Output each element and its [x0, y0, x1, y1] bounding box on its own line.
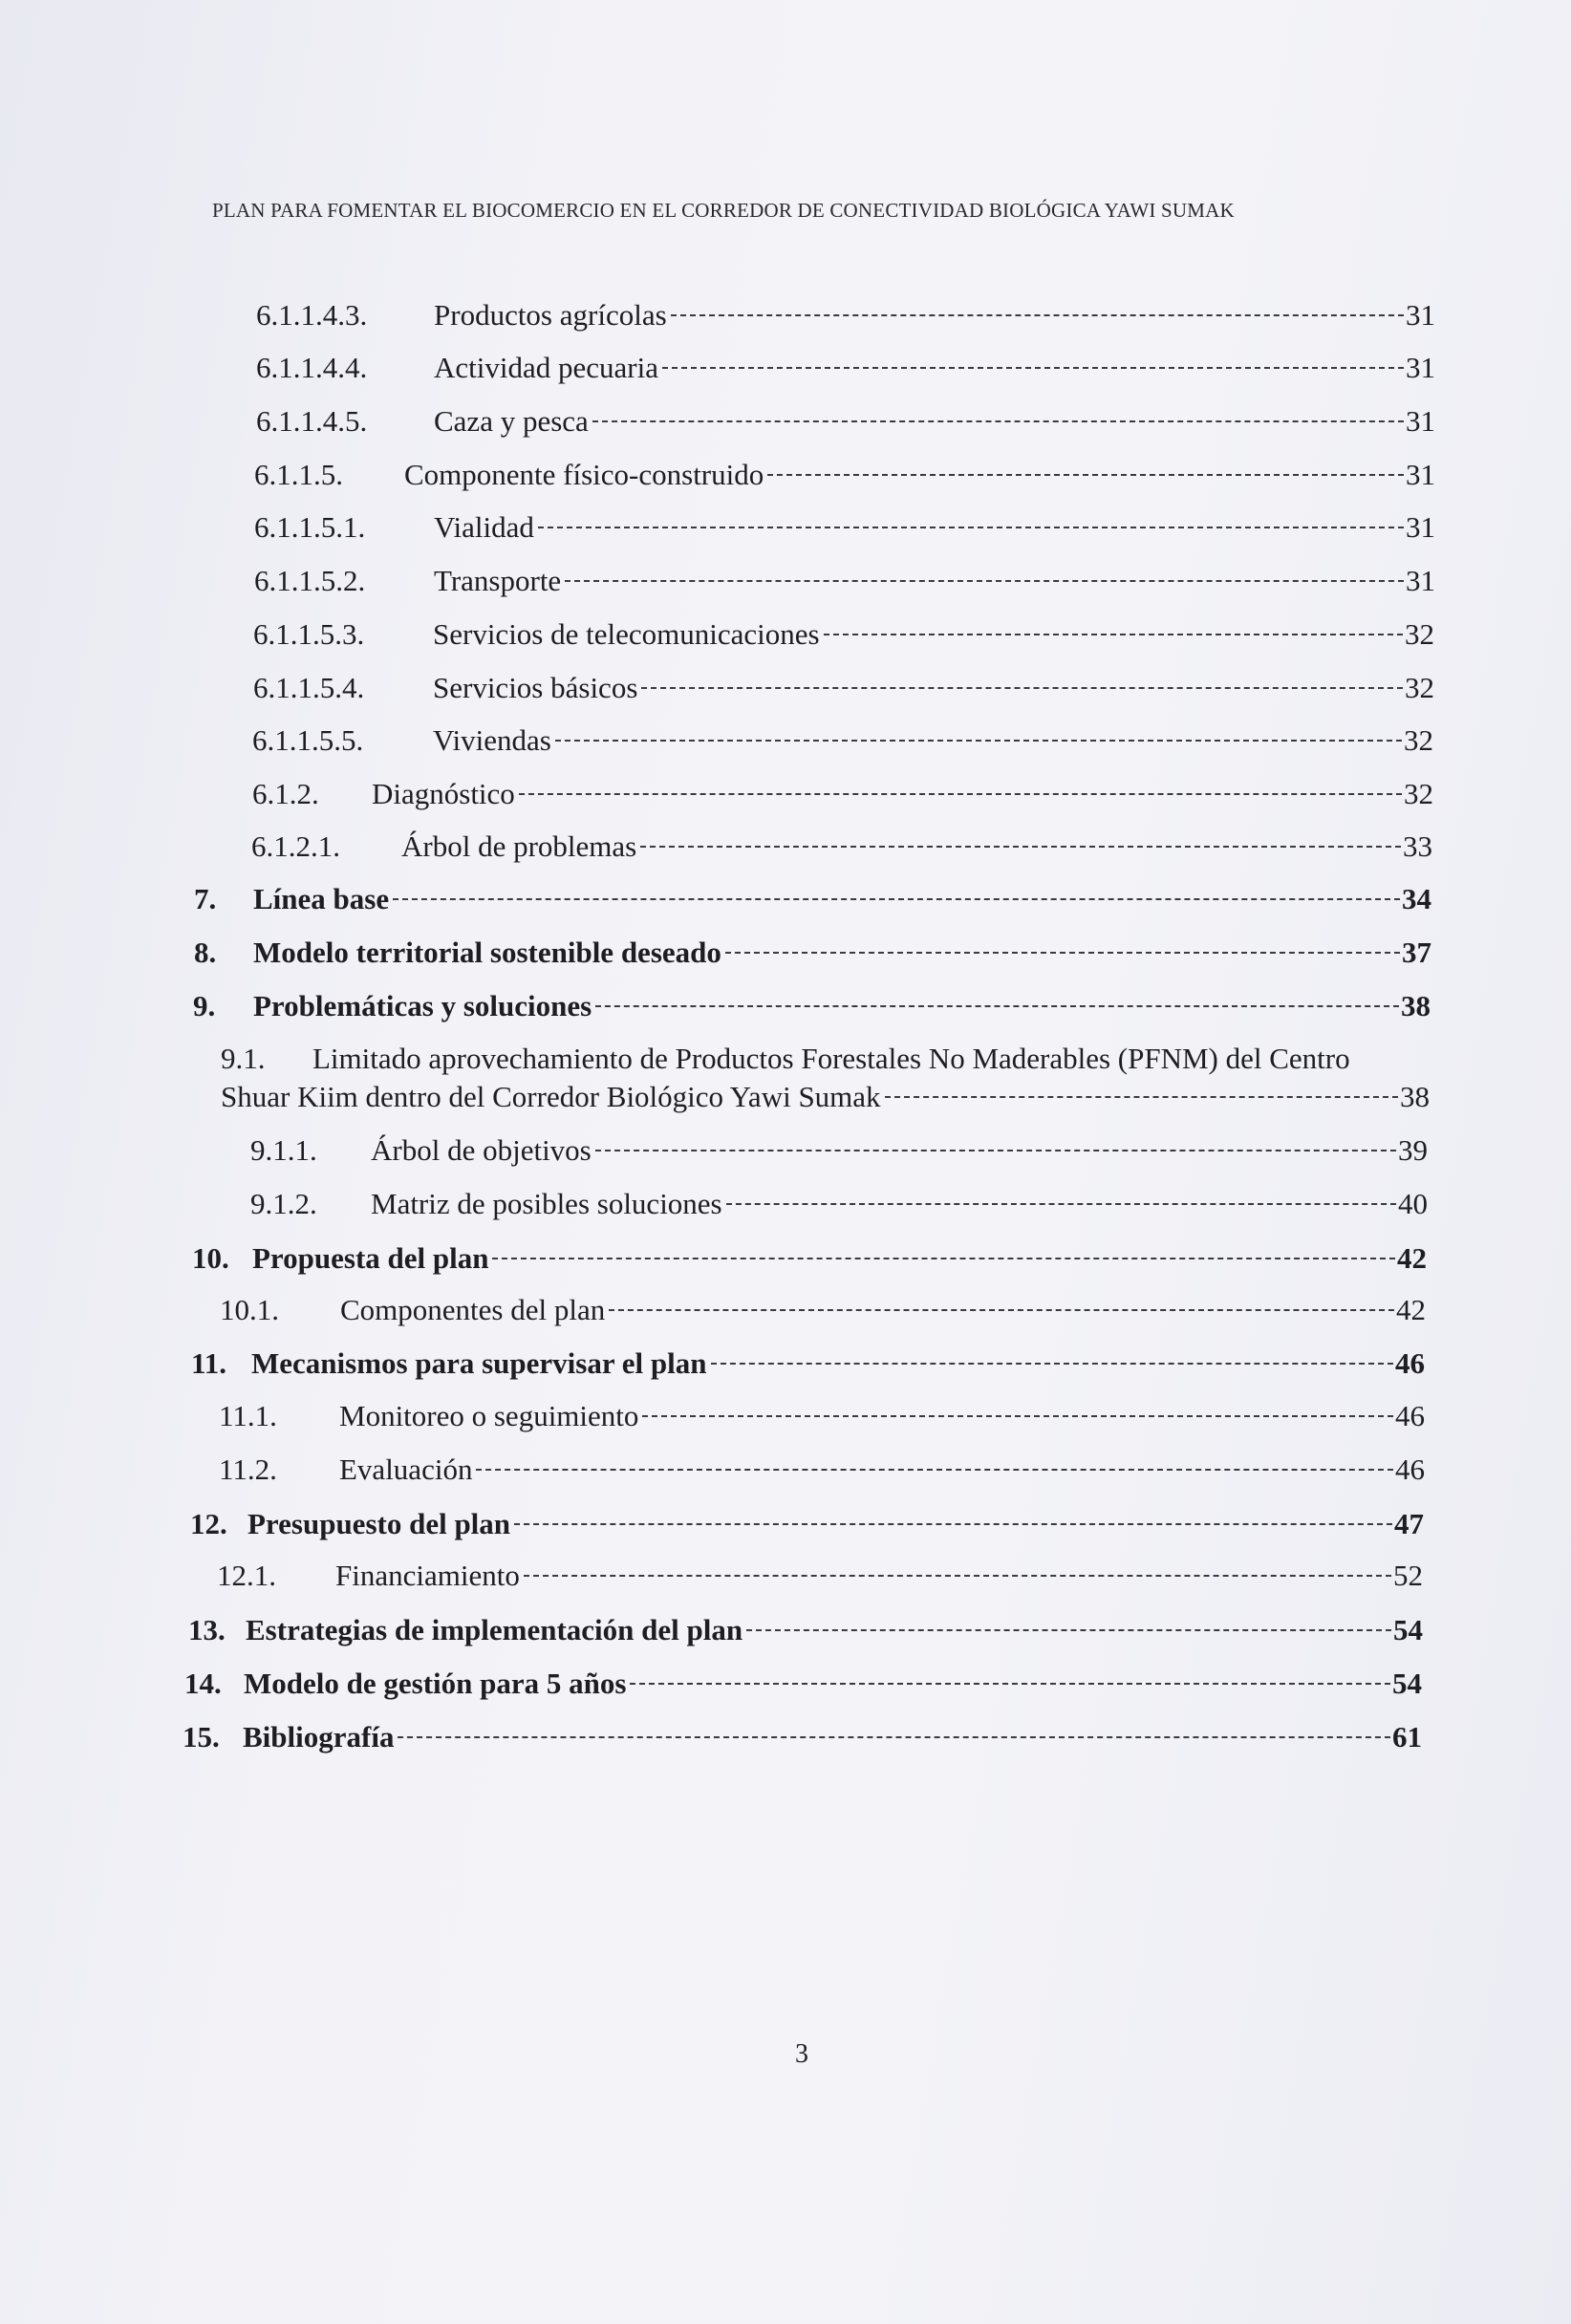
- dot-leader: [767, 474, 1404, 476]
- toc-entry-page: 39: [1398, 1133, 1428, 1167]
- toc-entry-first-line: [221, 1040, 1430, 1078]
- toc-entry-number: 9.: [193, 989, 216, 1022]
- toc-entry-number: 14.: [184, 1667, 222, 1700]
- toc-entry-title: Bibliografía: [243, 1720, 395, 1754]
- toc-entry-number: 6.1.2.1.: [251, 829, 340, 863]
- toc-entry-page: 40: [1398, 1187, 1428, 1220]
- toc-entry[interactable]: [220, 1293, 1426, 1327]
- toc-entry-title: Productos agrícolas: [434, 298, 667, 332]
- dot-leader: [641, 687, 1403, 689]
- toc-entry[interactable]: [192, 1241, 1427, 1276]
- dot-leader: [538, 527, 1404, 528]
- toc-entry-page: 31: [1406, 510, 1435, 544]
- toc-entry-title: Viviendas: [433, 723, 551, 757]
- dot-leader: [640, 846, 1401, 848]
- toc-entry[interactable]: [256, 298, 1435, 333]
- toc-entry-page: 61: [1392, 1720, 1422, 1754]
- toc-entry-title: Servicios básicos: [433, 671, 638, 704]
- toc-entry-number: 15.: [183, 1720, 220, 1754]
- dot-leader: [476, 1469, 1393, 1471]
- toc-entry-title: Transporte: [434, 564, 562, 597]
- dot-leader: [565, 580, 1404, 582]
- dot-leader: [398, 1736, 1390, 1738]
- toc-entry-page: 32: [1404, 723, 1433, 757]
- toc-entry-title: Árbol de objetivos: [371, 1133, 592, 1167]
- toc-entry[interactable]: [256, 351, 1435, 385]
- dot-leader: [711, 1363, 1394, 1365]
- toc-entry[interactable]: [183, 1720, 1422, 1754]
- toc-entry-title: Modelo territorial sostenible deseado: [253, 936, 721, 969]
- toc-entry-page: 32: [1404, 777, 1433, 810]
- toc-entry[interactable]: [250, 1133, 1428, 1168]
- toc-entry-page: 31: [1406, 351, 1435, 384]
- toc-entry-title: Matriz de posibles soluciones: [371, 1187, 722, 1220]
- toc-entry-number: 12.1.: [217, 1559, 276, 1592]
- dot-leader: [662, 367, 1404, 369]
- toc-entry-page: 38: [1400, 1080, 1430, 1113]
- toc-entry-number: 8.: [194, 936, 217, 969]
- dot-leader: [393, 898, 1400, 900]
- dot-leader: [595, 1005, 1399, 1007]
- toc-entry[interactable]: [254, 458, 1435, 492]
- toc-entry-title: Vialidad: [434, 510, 534, 544]
- dot-leader: [609, 1309, 1394, 1311]
- toc-entry-title: Financiamiento: [335, 1559, 520, 1592]
- dot-leader: [726, 1203, 1396, 1205]
- dot-leader: [519, 793, 1402, 795]
- toc-entry-page: 42: [1396, 1293, 1426, 1326]
- toc-entry[interactable]: [184, 1667, 1422, 1701]
- toc-entry-title: Línea base: [253, 882, 390, 915]
- page-number: 3: [795, 2039, 808, 2069]
- toc-entry-page: 46: [1395, 1346, 1425, 1380]
- toc-entry[interactable]: [190, 1507, 1424, 1541]
- toc-entry-number: 6.1.1.4.5.: [256, 404, 368, 438]
- toc-entry-page: 31: [1406, 564, 1435, 597]
- toc-entry-page: 32: [1405, 617, 1434, 651]
- toc-entry[interactable]: [256, 404, 1435, 439]
- toc-entry-title: Caza y pesca: [434, 404, 589, 438]
- toc-entry-number: 6.1.1.5.2.: [254, 564, 366, 597]
- toc-entry-title-continued: Shuar Kiim dentro del Corredor Biológico Yawi Sumak: [221, 1080, 881, 1113]
- toc-entry-title: Presupuesto del plan: [247, 1507, 511, 1540]
- toc-entry[interactable]: [254, 510, 1435, 545]
- toc-entry[interactable]: [252, 777, 1433, 811]
- dot-leader: [642, 1415, 1393, 1417]
- toc-entry-page: 46: [1395, 1399, 1425, 1432]
- toc-entry[interactable]: [219, 1452, 1425, 1487]
- toc-entry-title: Monitoreo o seguimiento: [339, 1399, 639, 1432]
- toc-entry-page: 42: [1397, 1241, 1427, 1275]
- dot-leader: [671, 314, 1404, 316]
- toc-entry-page: 32: [1405, 671, 1434, 704]
- toc-entry-title: Servicios de telecomunicaciones: [433, 617, 820, 651]
- toc-entry-page: 54: [1392, 1667, 1422, 1700]
- dot-leader: [595, 1150, 1396, 1151]
- toc-entry[interactable]: [191, 1346, 1425, 1381]
- toc-entry-number: 10.1.: [220, 1293, 279, 1326]
- toc-entry-number: 7.: [194, 882, 217, 915]
- toc-entry-number: 6.1.2.: [252, 777, 319, 810]
- toc-entry-title: Mecanismos para supervisar el plan: [251, 1346, 707, 1380]
- toc-entry-title: Componente físico-construido: [404, 458, 764, 491]
- dot-leader: [555, 740, 1402, 742]
- toc-entry-number: 9.1.1.: [250, 1133, 317, 1167]
- toc-entry[interactable]: [219, 1399, 1425, 1433]
- toc-entry-number: 6.1.1.4.3.: [256, 298, 368, 332]
- toc-entry-title: Problemáticas y soluciones: [253, 989, 592, 1022]
- toc-entry-number: 11.: [191, 1346, 227, 1380]
- toc-entry-page: 54: [1393, 1613, 1423, 1646]
- toc-entry[interactable]: [251, 829, 1432, 864]
- toc-entry-number: 6.1.1.5.3.: [253, 617, 365, 651]
- toc-entry-number: 9.1.: [221, 1042, 266, 1075]
- dot-leader: [725, 952, 1400, 954]
- toc-entry-title: Estrategias de implementación del plan: [246, 1613, 743, 1646]
- toc-entry[interactable]: [193, 989, 1431, 1023]
- toc-entry[interactable]: [188, 1613, 1423, 1647]
- toc-entry-page: 47: [1394, 1507, 1424, 1540]
- toc-entry-page: 33: [1403, 829, 1432, 863]
- toc-entry-title: Evaluación: [339, 1452, 473, 1486]
- dot-leader: [592, 420, 1404, 422]
- toc-entry-page: 31: [1406, 298, 1435, 332]
- toc-entry-second-line: [221, 1078, 1430, 1116]
- toc-entry[interactable]: [253, 617, 1434, 652]
- toc-entry[interactable]: [194, 936, 1431, 970]
- dot-leader: [824, 634, 1403, 635]
- dot-leader: [885, 1096, 1398, 1098]
- toc-entry-number: 6.1.1.5.5.: [252, 723, 364, 757]
- toc-entry-number: 6.1.1.5.: [254, 458, 343, 491]
- dot-leader: [524, 1575, 1391, 1577]
- toc-entry-number: 10.: [192, 1241, 229, 1275]
- toc-entry-page: 31: [1406, 404, 1435, 438]
- running-header: PLAN PARA FOMENTAR EL BIOCOMERCIO EN EL CORREDOR DE CONECTIVIDAD BIOLÓGICA YAWI SUMAK: [212, 199, 1235, 222]
- toc-entry-page: 34: [1402, 882, 1431, 915]
- toc-entry-number: 6.1.1.5.4.: [253, 671, 365, 704]
- dot-leader: [492, 1258, 1395, 1259]
- toc-entry-page: 31: [1406, 458, 1435, 491]
- toc-entry[interactable]: [253, 671, 1434, 705]
- toc-entry-number: 12.: [190, 1507, 227, 1540]
- toc-entry-title: Diagnóstico: [372, 777, 515, 810]
- toc-entry[interactable]: [250, 1187, 1428, 1221]
- toc-entry-page: 52: [1393, 1559, 1423, 1592]
- toc-entry-title: Actividad pecuaria: [434, 351, 658, 384]
- toc-entry-page: 37: [1402, 936, 1431, 969]
- toc-entry-number: 6.1.1.4.4.: [256, 351, 368, 384]
- toc-entry-number: 6.1.1.5.1.: [254, 510, 366, 544]
- toc-entry[interactable]: [221, 1040, 1430, 1116]
- toc-entry-page: 46: [1395, 1452, 1425, 1486]
- toc-entry[interactable]: [217, 1559, 1423, 1593]
- toc-entry-title: Propuesta del plan: [252, 1241, 489, 1275]
- toc-entry-title: Limitado aprovechamiento de Productos Forestales No Maderables (PFNM) del Centro: [312, 1042, 1350, 1075]
- toc-entry-title: Árbol de problemas: [401, 829, 637, 863]
- dot-leader: [746, 1629, 1391, 1631]
- toc-entry[interactable]: [194, 882, 1431, 916]
- toc-entry-number: 13.: [188, 1613, 226, 1646]
- toc-entry-title: Modelo de gestión para 5 años: [244, 1667, 627, 1700]
- toc-entry[interactable]: [254, 564, 1435, 598]
- toc-entry-number: 9.1.2.: [250, 1187, 317, 1220]
- toc-entry-number: 11.2.: [219, 1452, 277, 1486]
- toc-entry-page: 38: [1401, 989, 1431, 1022]
- dot-leader: [514, 1523, 1392, 1525]
- toc-entry-number: 11.1.: [219, 1399, 277, 1432]
- toc-entry-title: Componentes del plan: [340, 1293, 606, 1326]
- toc-entry[interactable]: [252, 723, 1433, 758]
- dot-leader: [630, 1683, 1390, 1685]
